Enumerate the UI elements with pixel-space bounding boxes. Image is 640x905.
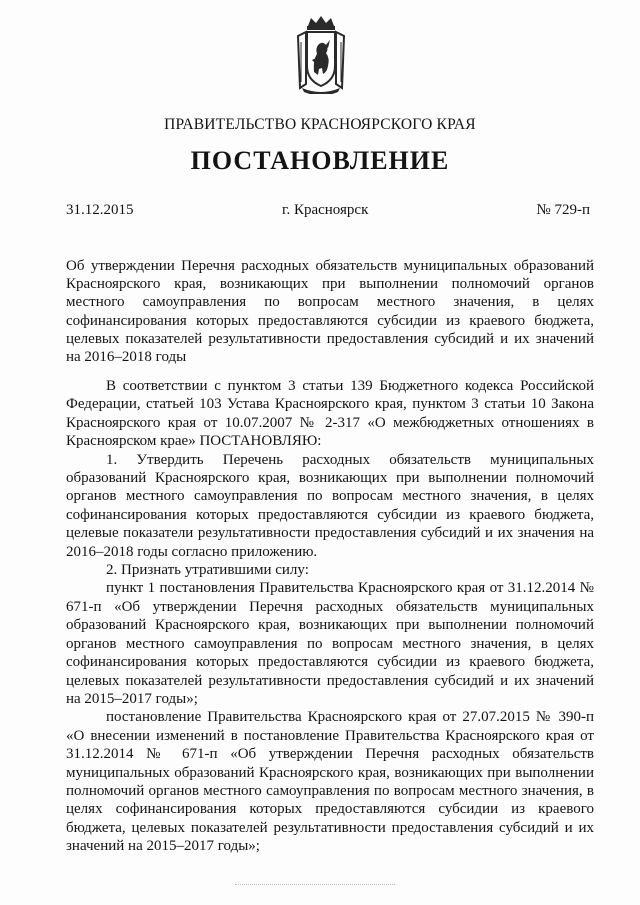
document-subject: Об утверждении Перечня расходных обязательств муниципальных образований Красноярского края, возникающих при выполнении полномочий органов местного самоуправления по вопросам местного значения, в целях софинансирования которых предоставляются субсидии из краевого бюджета, целевых показателей результативности предоставления субсидий и их значений на 2016–2018 годы [66,258,594,366]
footer-divider [235,884,395,885]
document-body [66,377,594,856]
clause-2a-paragraph: пункт 1 постановления Правительства Красноярского края от 31.12.2014 № 671-п «Об утверждении Перечня расходных обязательств муниципальных образований Красноярского края, возникающих при выполнении полномочий органов местного самоуправления по вопросам местного значения, в целях софинансирования которых предоставляются субсидии из краевого бюджета, целевых показателей результативности предоставления субсидий и их значений на 2015–2017 годы»; [66,580,594,707]
document-type-title: ПОСТАНОВЛЕНИЕ [190,146,450,175]
preamble-paragraph: В соответствии с пунктом 3 статьи 139 Бюджетного кодекса Российской Федерации, статьей 103 Устава Красноярского края, пунктом 3 статьи 10 Закона Красноярского края от 10.07.2007 № 2-317 «О межбюджетных отношениях в Красноярском крае» ПОСТАНОВЛЯЮ: [66,378,594,450]
document-date: 31.12.2015 [66,202,134,218]
clause-2b-paragraph: постановление Правительства Красноярского края от 27.07.2015 № 390-п «О внесении изменений в постановление Правительства Красноярского края от 31.12.2014 № 671-п «Об утверждении Перечня расходных обязательств муниципальных образований Красноярского края, возникающих при выполнении полномочий органов местного самоуправления по вопросам местного значения, в целях софинансирования которых предоставляются субсидии из краевого бюджета, целевых показателей результативности предоставления субсидий и их значений на 2015–2017 годы»; [66,709,594,855]
organization-name: ПРАВИТЕЛЬСТВО КРАСНОЯРСКОГО КРАЯ [164,116,476,133]
clause-2-paragraph: 2. Признать утратившими силу: [106,562,309,579]
clause-1-paragraph: 1. Утвердить Перечень расходных обязательств муниципальных образований Красноярского края, возникающих при выполнении полномочий органов местного самоуправления по вопросам местного значения, в целях софинансирования которых предоставляются субсидии из краевого бюджета, целевые показатели результативности предоставления субсидий и их значения на 2016–2018 годы согласно приложению. [66,451,594,560]
document-city: г. Красноярск [282,202,369,218]
coat-of-arms-emblem [292,14,350,94]
document-number: № 729-п [536,202,590,218]
